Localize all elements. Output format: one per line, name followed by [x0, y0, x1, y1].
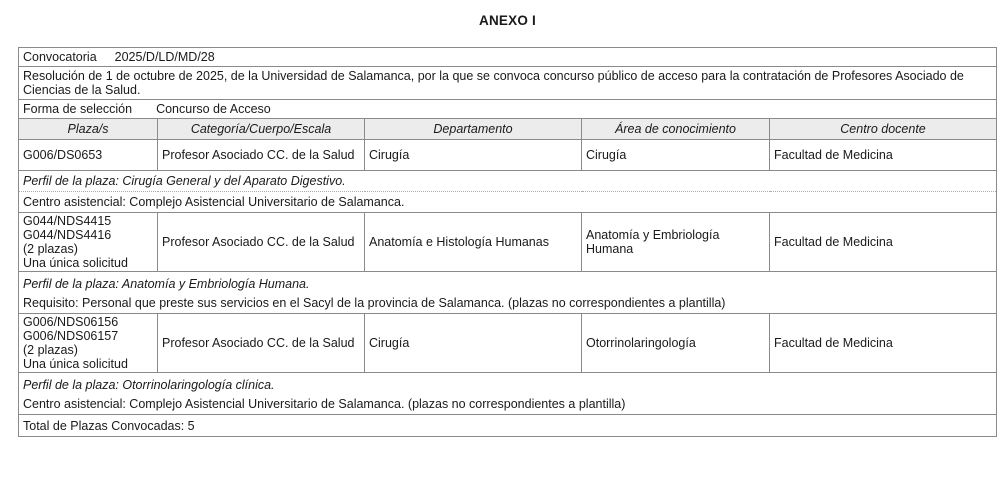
table-row: [19, 213, 997, 272]
plaza-categoria: Profesor Asociado CC. de la Salud: [158, 140, 365, 171]
table-row: [19, 140, 997, 171]
header-plazas: Plaza/s: [19, 119, 158, 140]
perfil-row: [19, 171, 997, 192]
nota-row: [19, 394, 997, 415]
plaza-code: G006/NDS06156: [23, 315, 119, 329]
table-row: [19, 314, 997, 373]
plaza-count: (2 plazas): [23, 343, 78, 357]
plaza-departamento: Cirugía: [365, 140, 582, 171]
convocatoria-row: [19, 48, 997, 67]
nota-row: [19, 293, 997, 314]
plaza-nota: Requisito: Personal que preste sus servicios en el Sacyl de la provincia de Salamanca. (plazas no correspondientes a plantilla): [19, 293, 997, 314]
nota-row: [19, 192, 997, 213]
plaza-code: G044/NDS4415: [23, 214, 112, 228]
perfil-row: [19, 373, 997, 395]
plaza-code: G044/NDS4416: [23, 228, 112, 242]
convocatoria-value: 2025/D/LD/MD/28: [114, 50, 215, 64]
plazas-table: [18, 47, 997, 437]
convocatoria-label: Convocatoria: [23, 50, 97, 64]
header-centro: Centro docente: [770, 119, 997, 140]
forma-label: Forma de selección: [23, 102, 133, 116]
plaza-codes: [19, 314, 158, 373]
plaza-centro: Facultad de Medicina: [770, 140, 997, 171]
table-header-row: [19, 119, 997, 140]
header-departamento: Departamento: [365, 119, 582, 140]
resolucion-row: [19, 67, 997, 100]
plaza-perfil: Perfil de la plaza: Anatomía y Embriología Humana.: [19, 272, 997, 294]
plaza-nota: Centro asistencial: Complejo Asistencial Universitario de Salamanca. (plazas no correspondientes a plantilla): [19, 394, 997, 415]
plaza-area: Otorrinolaringología: [582, 314, 770, 373]
plaza-area: Cirugía: [582, 140, 770, 171]
resolucion-text: Resolución de 1 de octubre de 2025, de la Universidad de Salamanca, por la que se convoca concurso público de acceso para la contratación de Profesores Asociado de Ciencias de la Salud.: [19, 67, 997, 100]
plaza-solicitud: Una única solicitud: [23, 357, 128, 371]
plaza-departamento: Anatomía e Histología Humanas: [365, 213, 582, 272]
plaza-solicitud: Una única solicitud: [23, 256, 128, 270]
plaza-perfil: Perfil de la plaza: Cirugía General y del Aparato Digestivo.: [19, 171, 997, 192]
plaza-code: G006/DS0653: [23, 148, 103, 162]
plaza-centro: Facultad de Medicina: [770, 314, 997, 373]
document-title: ANEXO I: [479, 13, 536, 28]
header-categoria: Categoría/Cuerpo/Escala: [158, 119, 365, 140]
plaza-count: (2 plazas): [23, 242, 78, 256]
plaza-perfil: Perfil de la plaza: Otorrinolaringología clínica.: [19, 373, 997, 395]
plaza-centro: Facultad de Medicina: [770, 213, 997, 272]
perfil-row: [19, 272, 997, 294]
plaza-code: G006/NDS06157: [23, 329, 119, 343]
plaza-codes: [19, 213, 158, 272]
forma-seleccion-row: [19, 100, 997, 119]
plaza-area: Anatomía y Embriología Humana: [582, 213, 770, 272]
total-plazas: Total de Plazas Convocadas: 5: [19, 415, 997, 437]
plaza-codes: [19, 140, 158, 171]
total-row: [19, 415, 997, 437]
plaza-nota: Centro asistencial: Complejo Asistencial Universitario de Salamanca.: [19, 192, 997, 213]
plaza-categoria: Profesor Asociado CC. de la Salud: [158, 314, 365, 373]
plaza-categoria: Profesor Asociado CC. de la Salud: [158, 213, 365, 272]
forma-value: Concurso de Acceso: [156, 102, 271, 116]
header-area: Área de conocimiento: [582, 119, 770, 140]
plaza-departamento: Cirugía: [365, 314, 582, 373]
